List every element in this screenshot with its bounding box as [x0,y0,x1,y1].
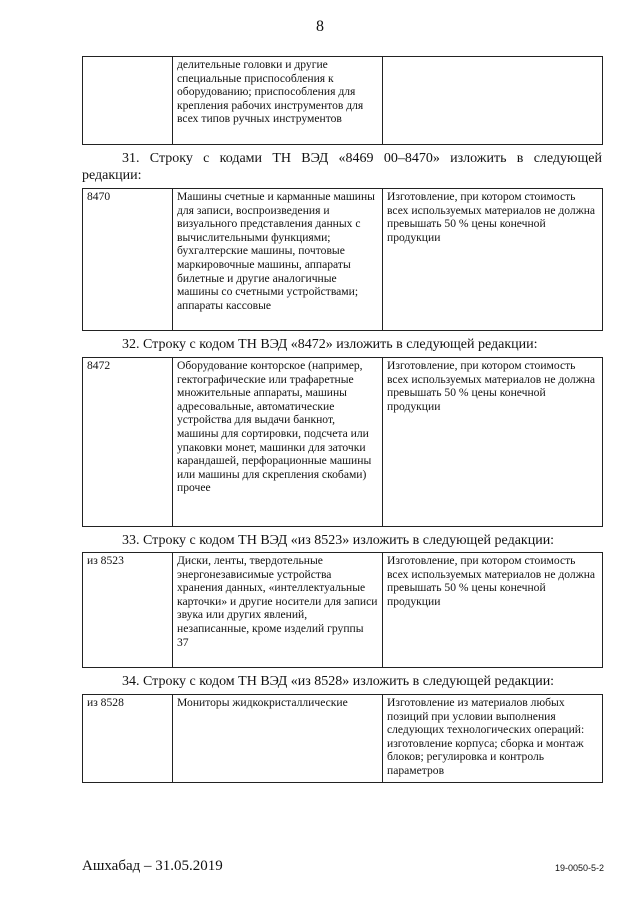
condition-cell: Изготовление, при котором стоимость всех используемых материалов не должна превышать 50 % цены конечной продукции [383,358,603,527]
page-number: 8 [316,18,324,35]
table-row [83,57,603,145]
table-row [83,358,603,527]
table-row [83,695,603,783]
footer-place-date: Ашхабад – 31.05.2019 [82,858,223,874]
code-cell: 8470 [83,189,173,331]
section-32-table [82,357,603,527]
condition-cell [383,57,603,145]
table-row [83,553,603,668]
section-33-table [82,552,603,668]
description-cell: Машины счетные и карманные машины для записи, воспроизведения и визуального представления данных с вычислительными функциями; бухгалтерские машины, почтовые маркировочные машины, аппараты билетные и другие аналогичные машины со счетными устройствами; аппараты кассовые [173,189,383,331]
table-row [83,189,603,331]
continued-table [82,56,603,145]
description-cell: Мониторы жидкокристаллические [173,695,383,783]
code-cell: 8472 [83,358,173,527]
code-cell: из 8523 [83,553,173,668]
description-cell: делительные головки и другие специальные приспособления к оборудованию; приспособления для крепления рабочих инструментов для всех типов ручных инструментов [173,57,383,145]
description-cell: Оборудование конторское (например, гектографические или трафаретные множительные аппараты, машины адресовальные, автоматические устройства для выдачи банкнот, машины для сортировки, подсчета или упаковки монет, машинки для заточки карандашей, перфорационные машины или машины для скрепления скобами) прочее [173,358,383,527]
section-34-table [82,694,603,783]
section-34-heading: 34. Строку с кодом ТН ВЭД «из 8528» изложить в следующей редакции: [122,674,555,689]
condition-cell: Изготовление из материалов любых позиций при условии выполнения следующих технологических операций: изготовление корпуса; сборка и монтаж блоков; регулировка и контроль параметров [383,695,603,783]
footer-doc-code: 19-0050-5-2 [554,863,604,873]
code-cell: из 8528 [83,695,173,783]
code-cell [83,57,173,145]
section-32-heading: 32. Строку с кодом ТН ВЭД «8472» изложить в следующей редакции: [122,337,538,352]
section-33-heading: 33. Строку с кодом ТН ВЭД «из 8523» изложить в следующей редакции: [122,533,555,548]
description-cell: Диски, ленты, твердотельные энергонезависимые устройства хранения данных, «интеллектуальные карточки» и другие носители для записи звука или других явлений, незаписанные, кроме изделий группы 37 [173,553,383,668]
section-31-heading: 31. Строку с кодами ТН ВЭД «8469 00–8470» изложить в следующей [122,151,602,166]
section-31-table [82,188,603,331]
section-31-heading-cont: редакции: [82,168,142,183]
condition-cell: Изготовление, при котором стоимость всех используемых материалов не должна превышать 50 % цены конечной продукции [383,189,603,331]
condition-cell: Изготовление, при котором стоимость всех используемых материалов не должна превышать 50 % цены конечной продукции [383,553,603,668]
